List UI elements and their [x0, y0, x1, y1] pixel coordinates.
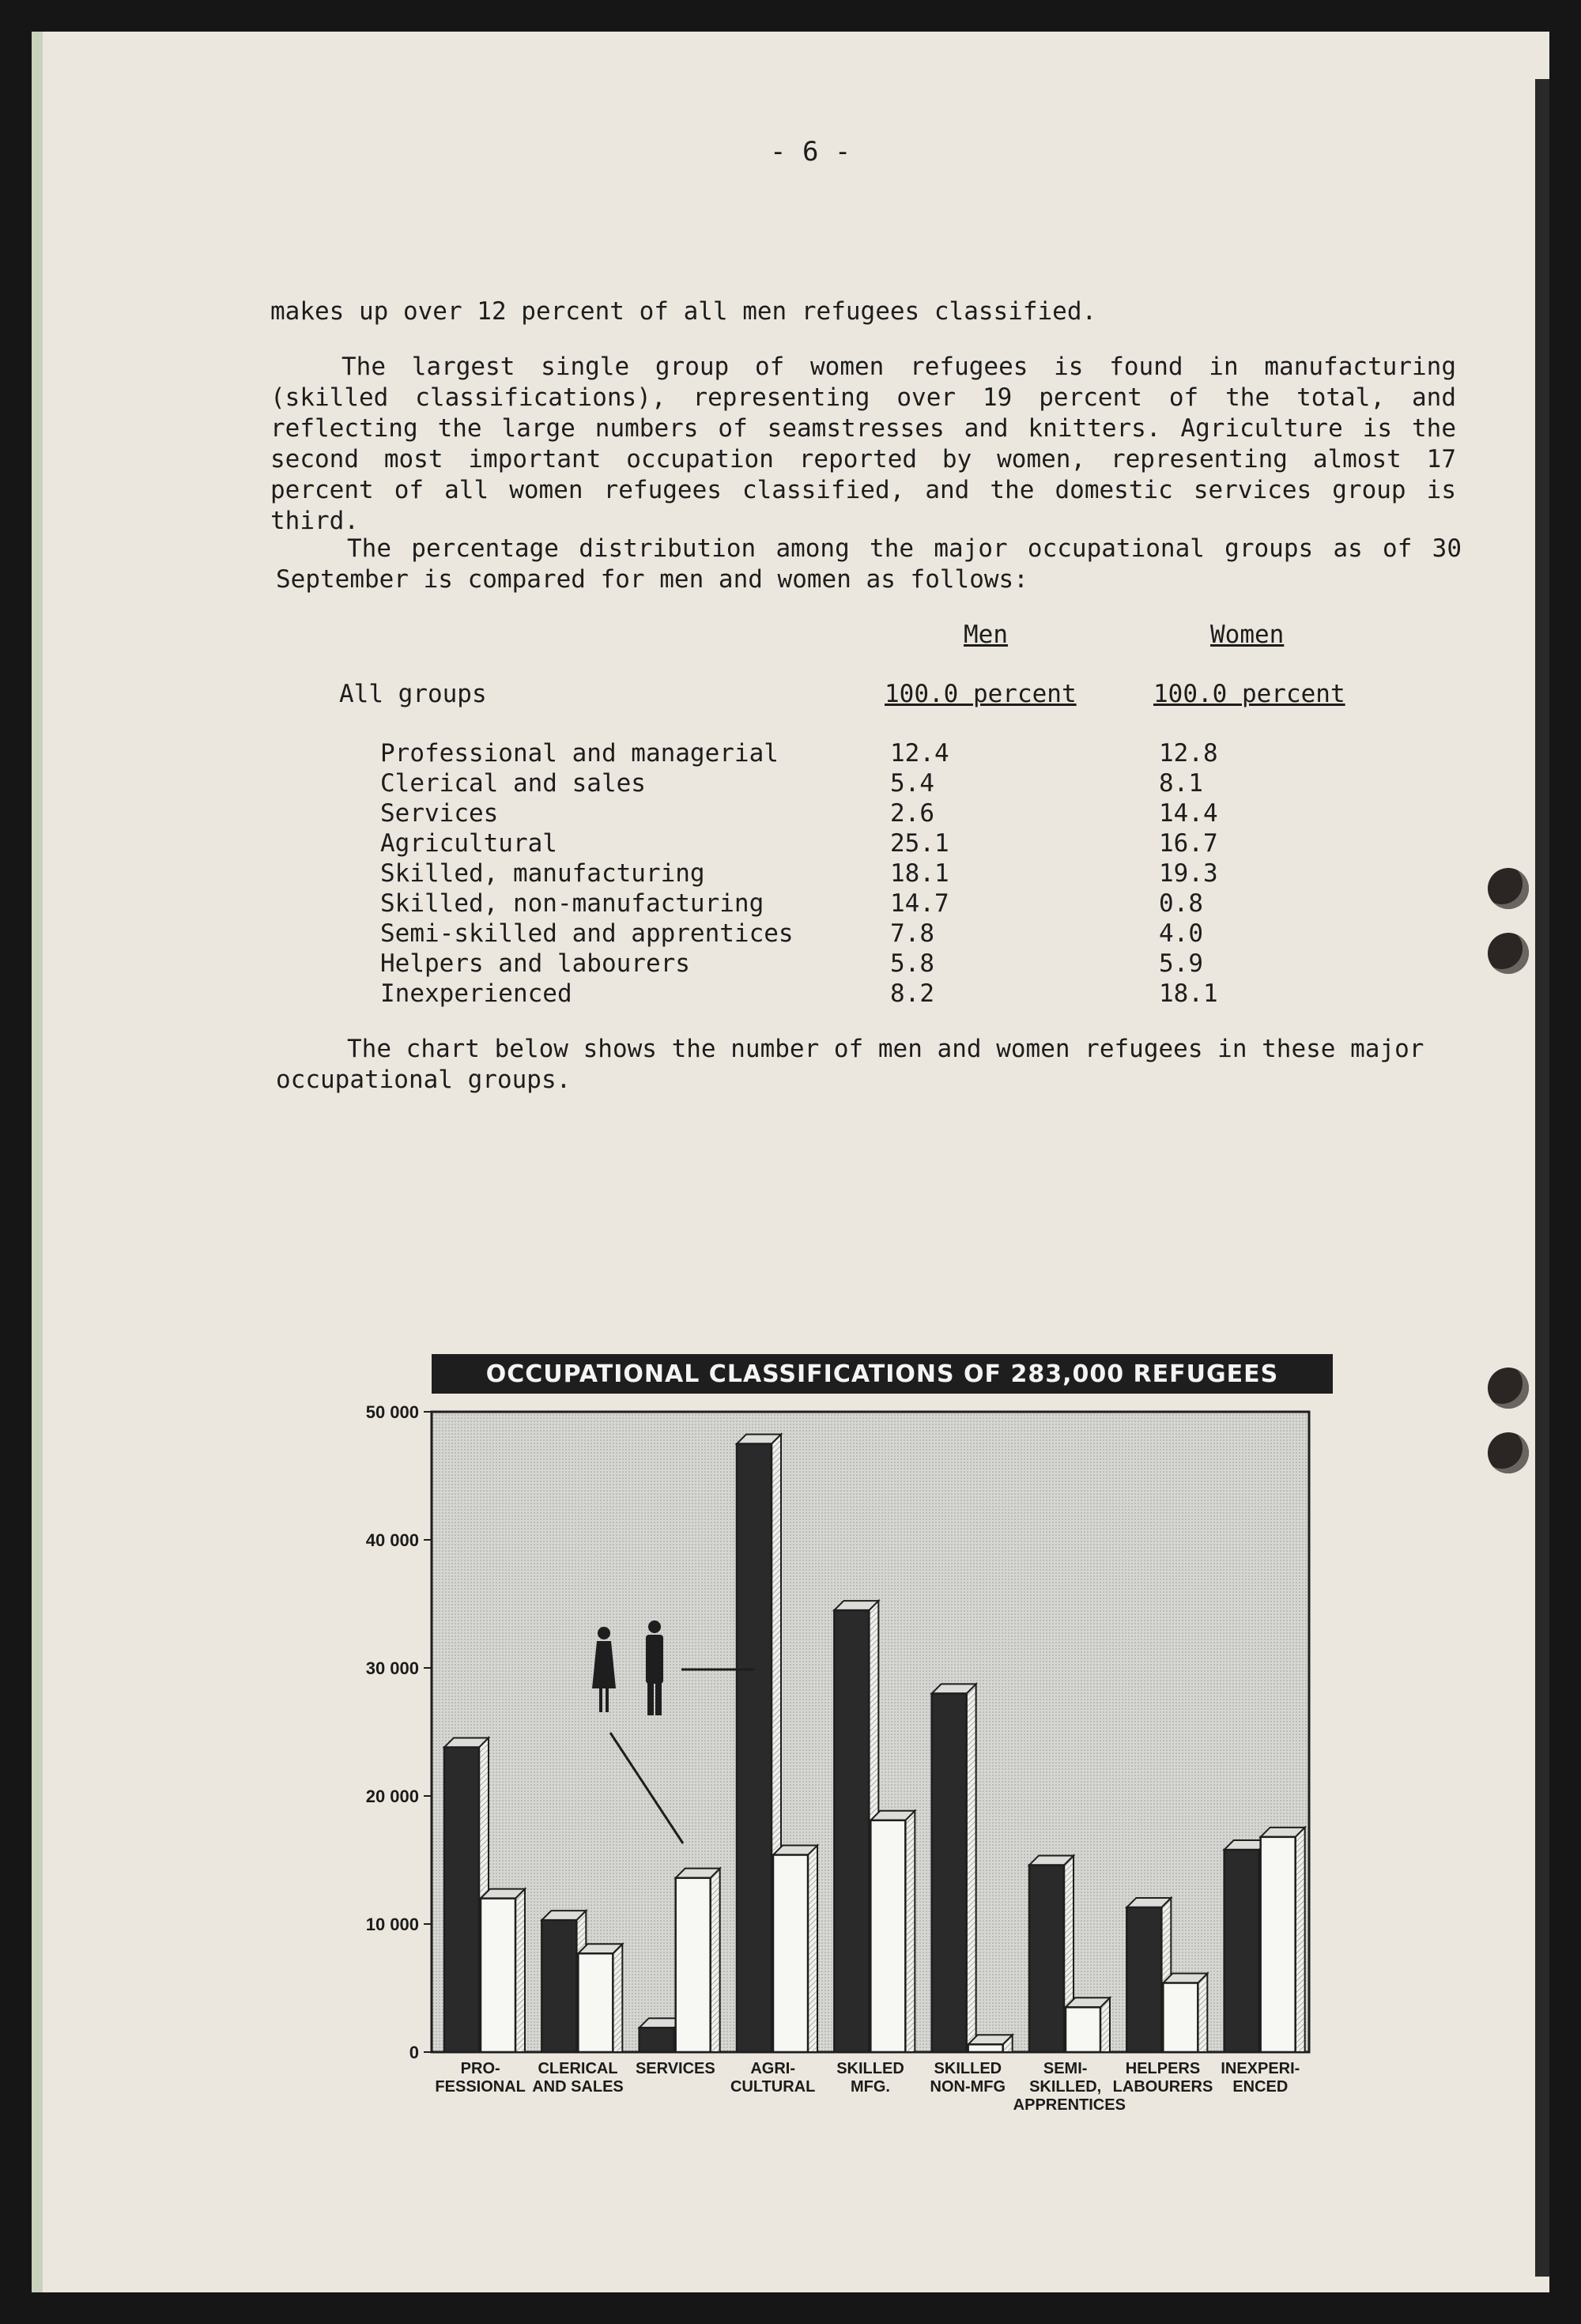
row-women-value: 8.1	[1159, 769, 1203, 798]
y-tick-label: 30 000	[365, 1658, 419, 1678]
next-page-edge	[1535, 79, 1549, 2277]
paragraph-2: The largest single group of women refugees is found in manufacturing (skilled classifications), representing over 19 percent of the total, and reflecting the large numbers of seamstresses and knitters. Agriculture is the second most important occupation reported by women, representing almost 17 percent of all women refugees classified, and the domestic services group is third.	[270, 353, 1456, 535]
row-label: Skilled, non-manufacturing	[380, 889, 764, 918]
man-figure-head	[648, 1620, 661, 1633]
row-women-value: 12.8	[1159, 739, 1218, 768]
bar-women	[481, 1899, 515, 2052]
total-label: All groups	[339, 680, 487, 708]
col-header-men: Men	[964, 621, 1008, 649]
row-men-value: 25.1	[890, 829, 949, 858]
row-men-value: 2.6	[890, 799, 934, 828]
bar-women-side	[515, 1889, 525, 2052]
row-men-value: 5.8	[890, 949, 934, 978]
bar-women-side	[905, 1811, 915, 2052]
category-label: SEMI- SKILLED, APPRENTICES	[1013, 2060, 1126, 2114]
row-label: Professional and managerial	[380, 739, 779, 768]
occupational-bar-chart	[343, 1391, 1355, 2103]
bar-women-side	[1198, 1974, 1207, 2052]
bar-men	[1126, 1907, 1161, 2052]
page-number: - 6 -	[770, 136, 851, 168]
row-men-value: 5.4	[890, 769, 934, 798]
bar-women	[870, 1820, 905, 2052]
bar-men	[737, 1444, 772, 2053]
punch-hole	[1488, 1432, 1529, 1473]
man-figure-body	[646, 1635, 663, 1684]
bar-women	[676, 1878, 711, 2052]
category-label: INEXPERI- ENCED	[1221, 2060, 1300, 2096]
paragraph-1: makes up over 12 percent of all men refugees classified.	[270, 297, 1097, 326]
row-women-value: 19.3	[1159, 859, 1218, 888]
bar-women	[1066, 2007, 1100, 2052]
row-label: Helpers and labourers	[380, 949, 690, 978]
col-header-women: Women	[1210, 621, 1285, 649]
bar-men	[444, 1747, 479, 2052]
row-men-value: 14.7	[890, 889, 949, 918]
bar-women	[1261, 1837, 1296, 2052]
bar-women-side	[711, 1869, 720, 2052]
bar-women-side	[808, 1846, 817, 2052]
bar-men-side	[967, 1684, 976, 2052]
y-tick-label: 10 000	[365, 1915, 419, 1934]
man-figure-leg	[655, 1682, 662, 1715]
row-women-value: 18.1	[1159, 979, 1218, 1008]
row-label: Inexperienced	[380, 979, 572, 1008]
y-tick-label: 0	[409, 2043, 419, 2062]
row-women-value: 14.4	[1159, 799, 1218, 828]
man-figure-leg	[647, 1682, 654, 1715]
bar-women	[1163, 1983, 1198, 2052]
category-label: PRO- FESSIONAL	[435, 2060, 526, 2096]
row-men-value: 12.4	[890, 739, 949, 768]
bar-women-side	[613, 1944, 622, 2052]
bar-women	[968, 2044, 1003, 2052]
woman-figure-leg	[606, 1688, 609, 1712]
row-label: Services	[380, 799, 499, 828]
bar-men	[834, 1610, 869, 2052]
row-label: Semi-skilled and apprentices	[380, 919, 794, 948]
category-label: SKILLED MFG.	[836, 2060, 904, 2096]
category-label: CLERICAL AND SALES	[532, 2060, 624, 2096]
row-women-value: 4.0	[1159, 919, 1203, 948]
bar-women	[578, 1953, 613, 2052]
chart-intro: The chart below shows the number of men and women refugees in these major occupational groups.	[276, 1035, 1424, 1094]
row-women-value: 0.8	[1159, 889, 1203, 918]
bar-men	[932, 1693, 967, 2052]
category-label: SERVICES	[635, 2060, 715, 2077]
distribution-table	[339, 621, 1367, 1016]
total-women: 100.0 percent	[1153, 680, 1345, 708]
category-label: AGRI- CULTURAL	[730, 2060, 816, 2096]
woman-figure-head	[598, 1627, 610, 1639]
total-men: 100.0 percent	[885, 680, 1077, 708]
row-label: Clerical and sales	[380, 769, 646, 798]
punch-hole	[1488, 1368, 1529, 1409]
punch-hole	[1488, 868, 1529, 909]
row-men-value: 7.8	[890, 919, 934, 948]
bar-men	[541, 1920, 576, 2052]
row-label: Skilled, manufacturing	[380, 859, 705, 888]
row-label: Agricultural	[380, 829, 557, 858]
y-tick-label: 20 000	[365, 1786, 419, 1806]
row-women-value: 16.7	[1159, 829, 1218, 858]
paragraph-3: The percentage distribution among the major occupational groups as of 30 September is compared for men and women as follows:	[276, 534, 1462, 594]
category-label: HELPERS LABOURERS	[1112, 2060, 1213, 2096]
bar-women-side	[1296, 1828, 1305, 2052]
category-label: SKILLED NON-MFG	[930, 2060, 1006, 2096]
document-page	[32, 32, 1549, 2292]
woman-figure-leg	[599, 1688, 602, 1712]
y-tick-label: 50 000	[365, 1402, 419, 1422]
bar-women	[773, 1855, 808, 2052]
row-women-value: 5.9	[1159, 949, 1203, 978]
punch-hole	[1488, 933, 1529, 974]
bar-men	[640, 2028, 674, 2052]
y-tick-label: 40 000	[365, 1530, 419, 1550]
bar-men	[1224, 1850, 1259, 2052]
chart-title: OCCUPATIONAL CLASSIFICATIONS OF 283,000 REFUGEES	[432, 1354, 1333, 1394]
row-men-value: 18.1	[890, 859, 949, 888]
bar-men	[1029, 1865, 1064, 2052]
row-men-value: 8.2	[890, 979, 934, 1008]
